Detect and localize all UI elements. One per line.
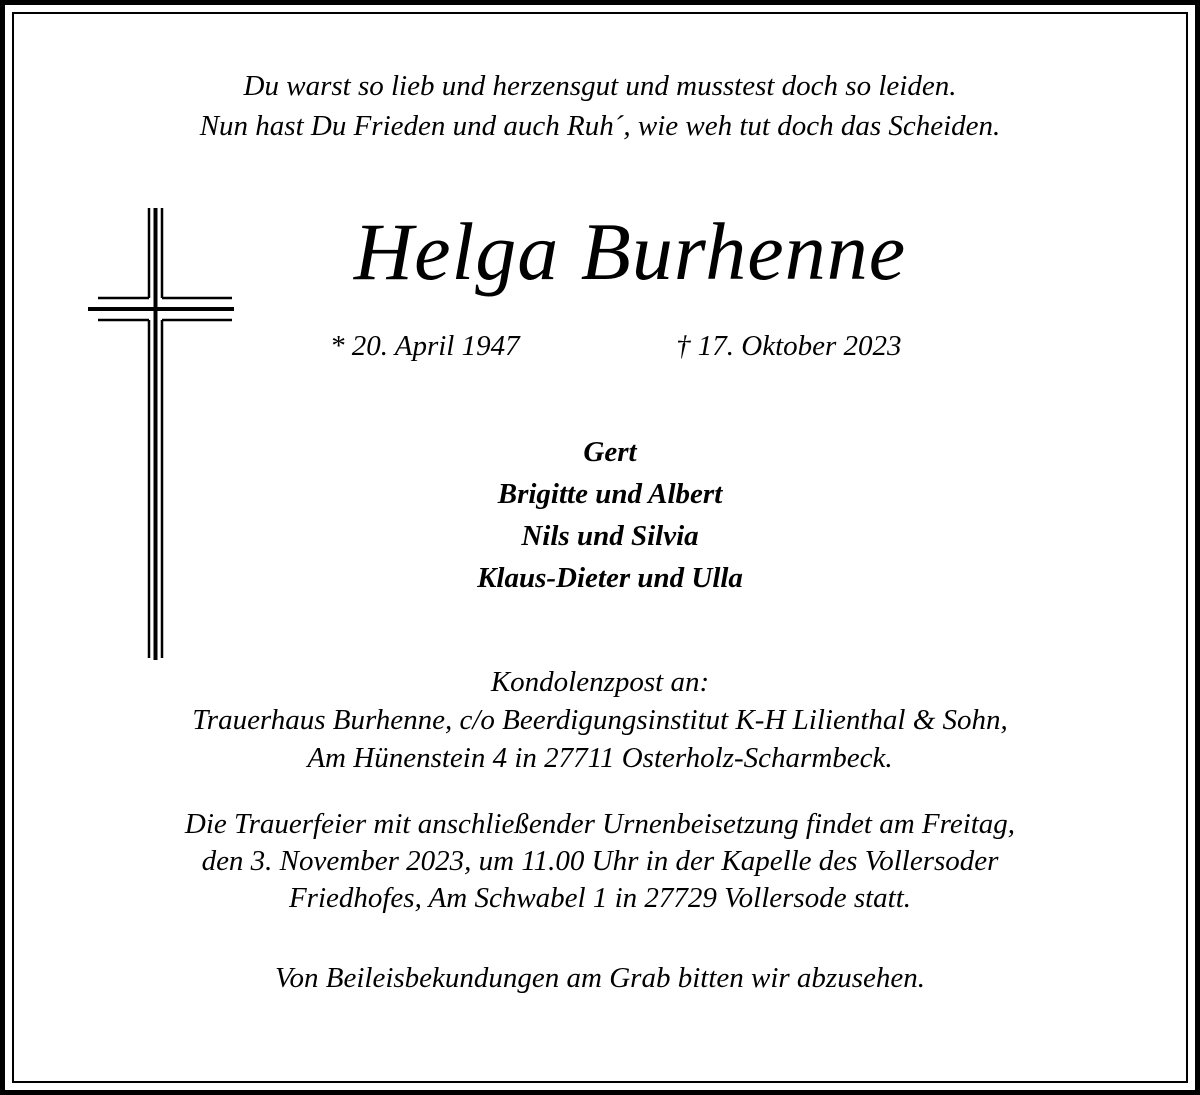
birth-date: * 20. April 1947 (330, 330, 520, 362)
closing-note: Von Beileisbekundungen am Grab bitten wir abzusehen. (275, 962, 925, 994)
mourner-3: Nils und Silvia (521, 520, 699, 552)
funeral-line-2: den 3. November 2023, um 11.00 Uhr in der Kapelle des Vollersoder (201, 845, 999, 877)
deceased-name: Helga Burhenne (353, 206, 907, 297)
funeral-line-3: Friedhofes, Am Schwabel 1 in 27729 Vollersode statt. (288, 882, 912, 914)
death-date: † 17. Oktober 2023 (676, 330, 902, 362)
verse-line-2: Nun hast Du Frieden und auch Ruh´, wie weh tut doch das Scheiden. (199, 110, 1001, 142)
mourner-2: Brigitte und Albert (497, 478, 723, 510)
mourner-4: Klaus-Dieter und Ulla (477, 562, 743, 594)
mourner-1: Gert (583, 436, 637, 468)
condolence-heading: Kondolenzpost an: (490, 666, 710, 698)
condolence-line-2: Am Hünenstein 4 in 27711 Osterholz-Scharmbeck. (307, 742, 893, 774)
verse-line-1: Du warst so lieb und herzensgut und musstest doch so leiden. (243, 70, 957, 102)
condolence-line-1: Trauerhaus Burhenne, c/o Beerdigungsinstitut K-H Lilienthal & Sohn, (192, 704, 1008, 736)
funeral-line-1: Die Trauerfeier mit anschließender Urnenbeisetzung findet am Freitag, (184, 808, 1016, 840)
